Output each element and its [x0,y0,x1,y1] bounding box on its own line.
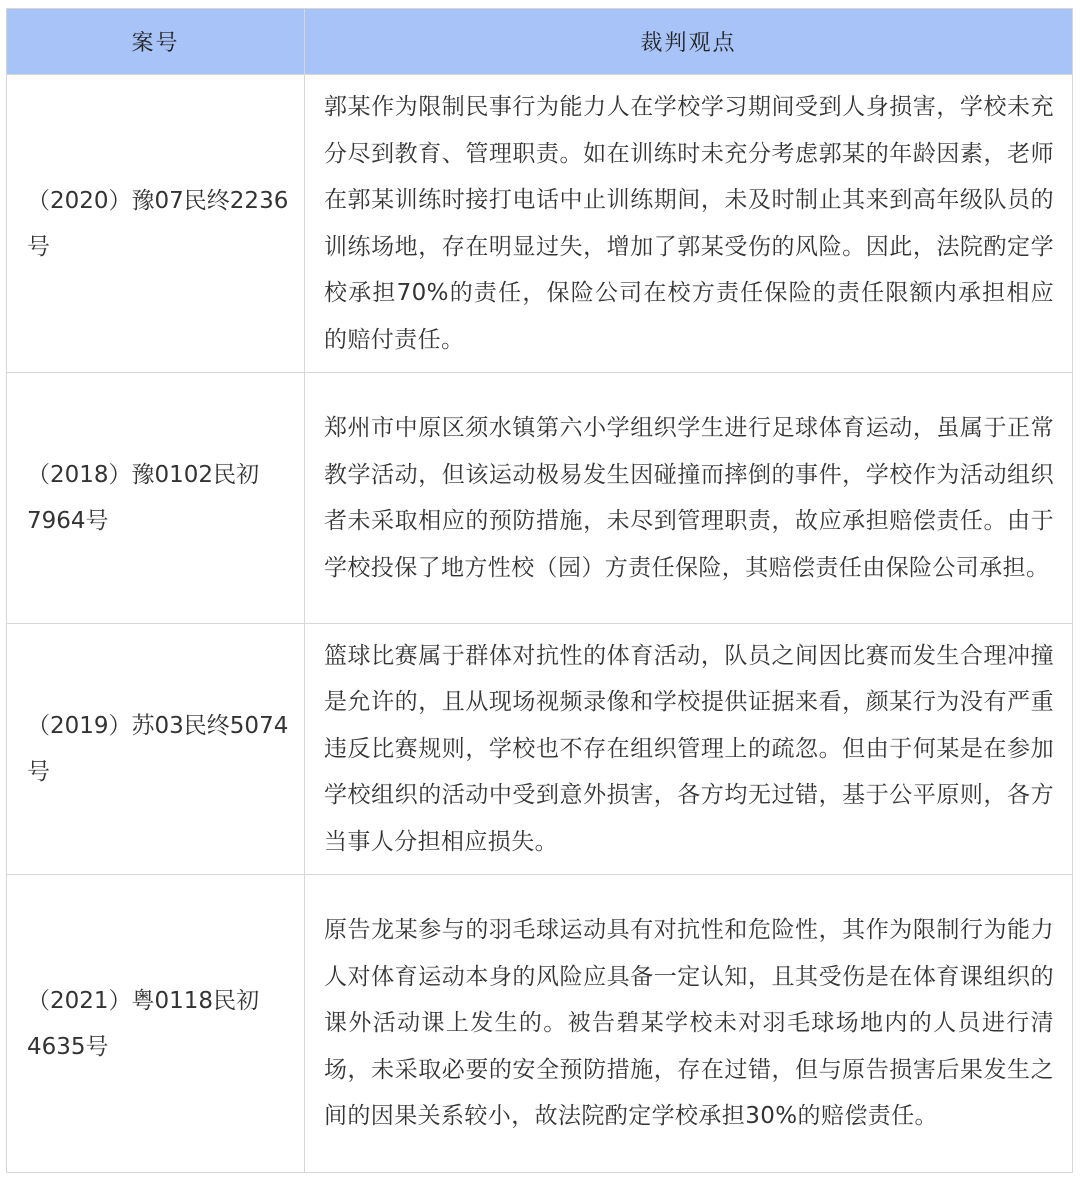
table-row [7,624,1073,875]
table-row [7,875,1073,1173]
opinion-cell: 郑州市中原区须水镇第六小学组织学生进行足球体育运动，虽属于正常教学活动，但该运动极易发生因碰撞而摔倒的事件，学校作为活动组织者未采取相应的预防措施，未尽到管理职责，故应承担赔偿责任。由于学校投保了地方性校（园）方责任保险，其赔偿责任由保险公司承担。 [305,373,1073,624]
table-row [7,75,1073,373]
case-number-cell: （2020）豫07民终2236号 [7,75,305,373]
opinion-cell: 郭某作为限制民事行为能力人在学校学习期间受到人身损害，学校未充分尽到教育、管理职责。如在训练时未充分考虑郭某的年龄因素，老师在郭某训练时接打电话中止训练期间，未及时制止其来到高年级队员的训练场地，存在明显过失，增加了郭某受伤的风险。因此，法院酌定学校承担70%的责任，保险公司在校方责任保险的责任限额内承担相应的赔付责任。 [305,75,1073,373]
case-number-cell: （2018）豫0102民初7964号 [7,373,305,624]
case-number-cell: （2019）苏03民终5074号 [7,624,305,875]
case-number-cell: （2021）粤0118民初4635号 [7,875,305,1173]
table-row [7,373,1073,624]
header-row [7,9,1073,75]
header-case-no: 案号 [7,9,305,75]
case-table [6,8,1073,1173]
opinion-cell: 篮球比赛属于群体对抗性的体育活动，队员之间因比赛而发生合理冲撞是允许的，且从现场视频录像和学校提供证据来看，颜某行为没有严重违反比赛规则，学校也不存在组织管理上的疏忽。但由于何某是在参加学校组织的活动中受到意外损害，各方均无过错，基于公平原则，各方当事人分担相应损失。 [305,624,1073,875]
header-opinion: 裁判观点 [305,9,1073,75]
opinion-cell: 原告龙某参与的羽毛球运动具有对抗性和危险性，其作为限制行为能力人对体育运动本身的风险应具备一定认知，且其受伤是在体育课组织的课外活动课上发生的。被告碧某学校未对羽毛球场地内的人员进行清场，未采取必要的安全预防措施，存在过错，但与原告损害后果发生之间的因果关系较小，故法院酌定学校承担30%的赔偿责任。 [305,875,1073,1173]
